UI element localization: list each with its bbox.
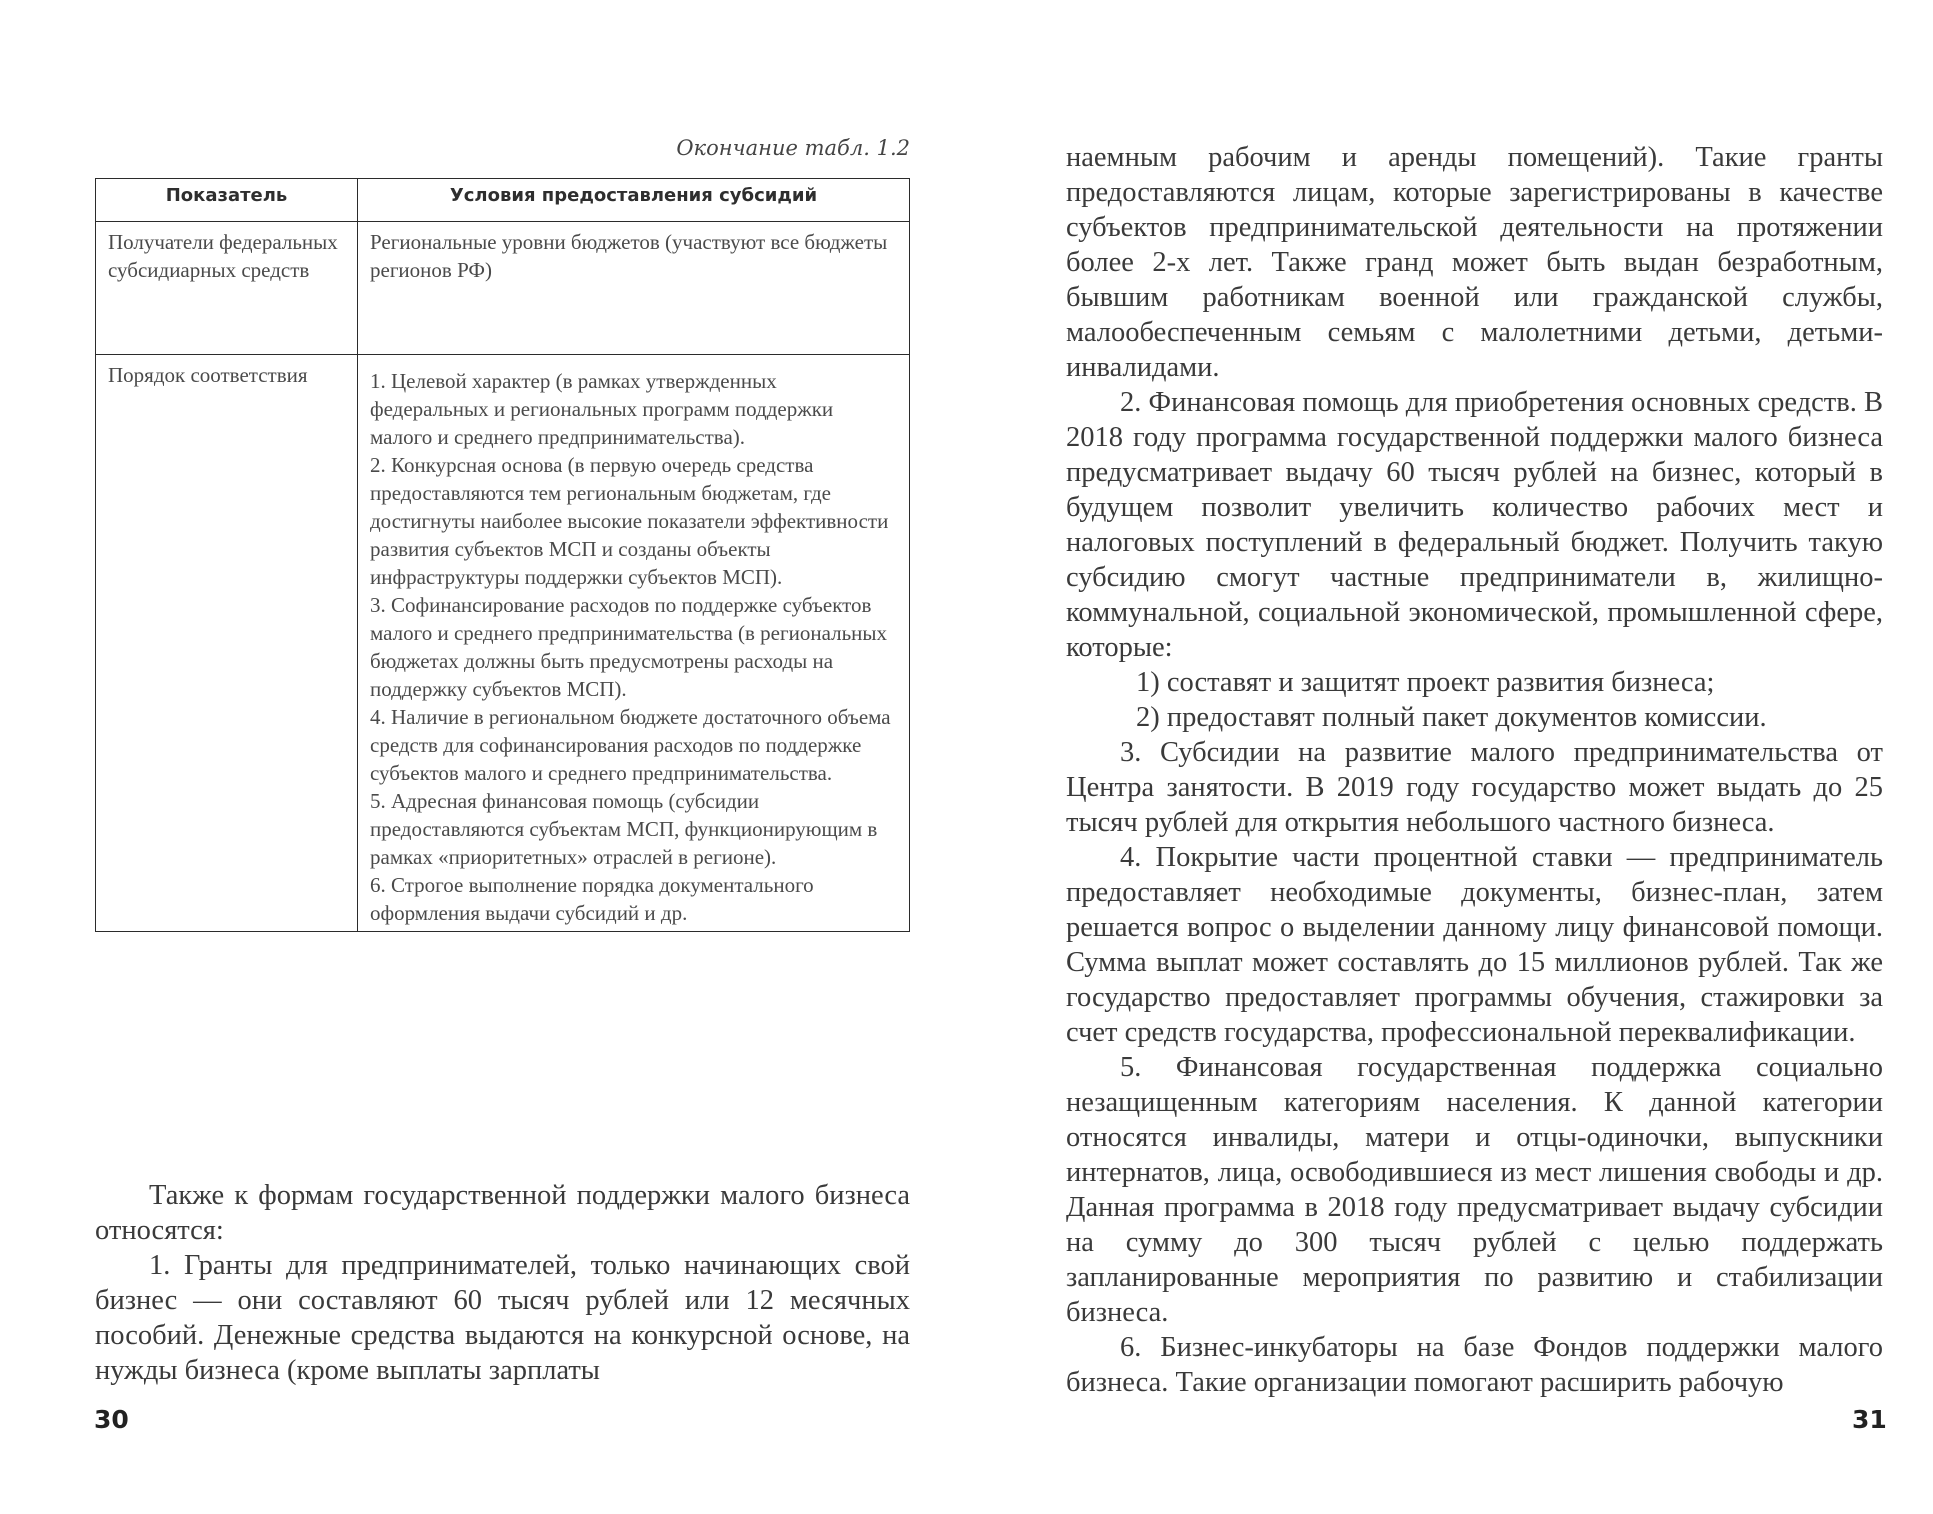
page-number: 30 xyxy=(94,1405,129,1434)
row-indicator: Порядок соответствия xyxy=(96,355,358,932)
table-header-row xyxy=(96,179,910,222)
condition-item: 2. Конкурсная основа (в первую очередь средства предоставляются тем региональным бюджетам, где достигнуты наиболее высокие показатели эффективности развития субъектов МСП и созданы объекты инфраструктуры поддержки субъектов МСП). xyxy=(370,453,889,589)
condition-item: 5. Адресная финансовая помощь (субсидии предоставляются субъектам МСП, функционирующим в рамках «приоритетных» отраслей в регионе). xyxy=(370,789,878,869)
paragraph: Также к формам государственной поддержки малого бизнеса относятся: xyxy=(95,1180,910,1246)
paragraph: 5. Финансовая государственная поддержка социально незащищенным категориям населения. К данной категории относятся инвалиды, матери и отцы-одиночки, выпускники интернатов, лица, освободившиеся из мест лишения свободы и др. Данная программа в 2018 году предусматривает выдачу субсидии на сумму до 300 тысяч рублей с целью поддержать запланированные мероприятия по развитию и стабилизации бизнеса. xyxy=(1066,1052,1883,1328)
condition-item: 4. Наличие в региональном бюджете достаточного объема средств для софинансирования расходов по поддержке субъектов малого и среднего предпринимательства. xyxy=(370,705,891,785)
table-caption: Окончание табл. 1.2 xyxy=(676,136,910,160)
paragraph: 2. Финансовая помощь для приобретения основных средств. В 2018 году программа государственной поддержки малого бизнеса предусматривает выдачу 60 тысяч рублей на бизнес, который в будущем позволит увеличить количество рабочих мест и налоговых поступлений в федеральный бюджет. Получить такую субсидию смогут частные предприниматели в, жилищно-коммунальной, социальной экономической, промышленной сфере, которые: xyxy=(1066,387,1883,663)
row-indicator: Получатели федеральных субсидиарных средств xyxy=(96,222,358,355)
left-body-text xyxy=(95,1178,910,1388)
list-item: 2) предоставят полный пакет документов комиссии. xyxy=(1136,702,1767,733)
condition-item: 3. Софинансирование расходов по поддержке субъектов малого и среднего предпринимательства (в региональных бюджетах должны быть предусмотрены расходы на поддержку субъектов МСП). xyxy=(370,593,887,701)
condition-item: Региональные уровни бюджетов (участвуют все бюджеты регионов РФ) xyxy=(370,230,888,282)
paragraph: 1. Гранты для предпринимателей, только начинающих свой бизнес — они составляют 60 тысяч рублей или 12 месячных пособий. Денежные средства выдаются на конкурсной основе, на нужды бизнеса (кроме выплаты зарплаты xyxy=(95,1250,910,1386)
paragraph: 4. Покрытие части процентной ставки — предприниматель предоставляет необходимые документы, бизнес-план, затем решается вопрос о выделении данному лицу финансовой помощи. Сумма выплат может составлять до 15 миллионов рублей. Так же государство предоставляет программы обучения, стажировки за счет средств государства, профессиональной переквалификации. xyxy=(1066,842,1883,1048)
paragraph: 6. Бизнес-инкубаторы на базе Фондов поддержки малого бизнеса. Такие организации помогают расширить рабочую xyxy=(1066,1332,1883,1398)
paragraph: 3. Субсидии на развитие малого предпринимательства от Центра занятости. В 2019 году государство может выдать до 25 тысяч рублей для открытия небольшого частного бизнеса. xyxy=(1066,737,1883,838)
subsidy-table xyxy=(95,178,910,932)
list-item: 1) составят и защитят проект развития бизнеса; xyxy=(1136,667,1715,698)
row-conditions xyxy=(358,222,910,355)
table-row xyxy=(96,355,910,932)
paragraph: наемным рабочим и аренды помещений). Такие гранты предоставляются лицам, которые зарегистрированы в качестве субъектов предпринимательской деятельности на протяжении более 2-х лет. Также гранд может быть выдан безработным, бывшим работникам военной или гражданской службы, малообеспеченным семьям с малолетними детьми, детьми-инвалидами. xyxy=(1066,142,1883,383)
header-conditions: Условия предоставления субсидий xyxy=(358,179,910,222)
header-indicator: Показатель xyxy=(96,179,358,222)
page-number: 31 xyxy=(1852,1405,1887,1434)
table-row xyxy=(96,222,910,355)
condition-item: 6. Строгое выполнение порядка документального оформления выдачи субсидий и др. xyxy=(370,873,814,925)
left-page xyxy=(0,0,966,1514)
row-conditions xyxy=(358,355,910,932)
condition-item: 1. Целевой характер (в рамках утвержденных федеральных и региональных программ поддержки малого и среднего предпринимательства). xyxy=(370,369,834,449)
right-body-text xyxy=(1066,140,1883,1400)
